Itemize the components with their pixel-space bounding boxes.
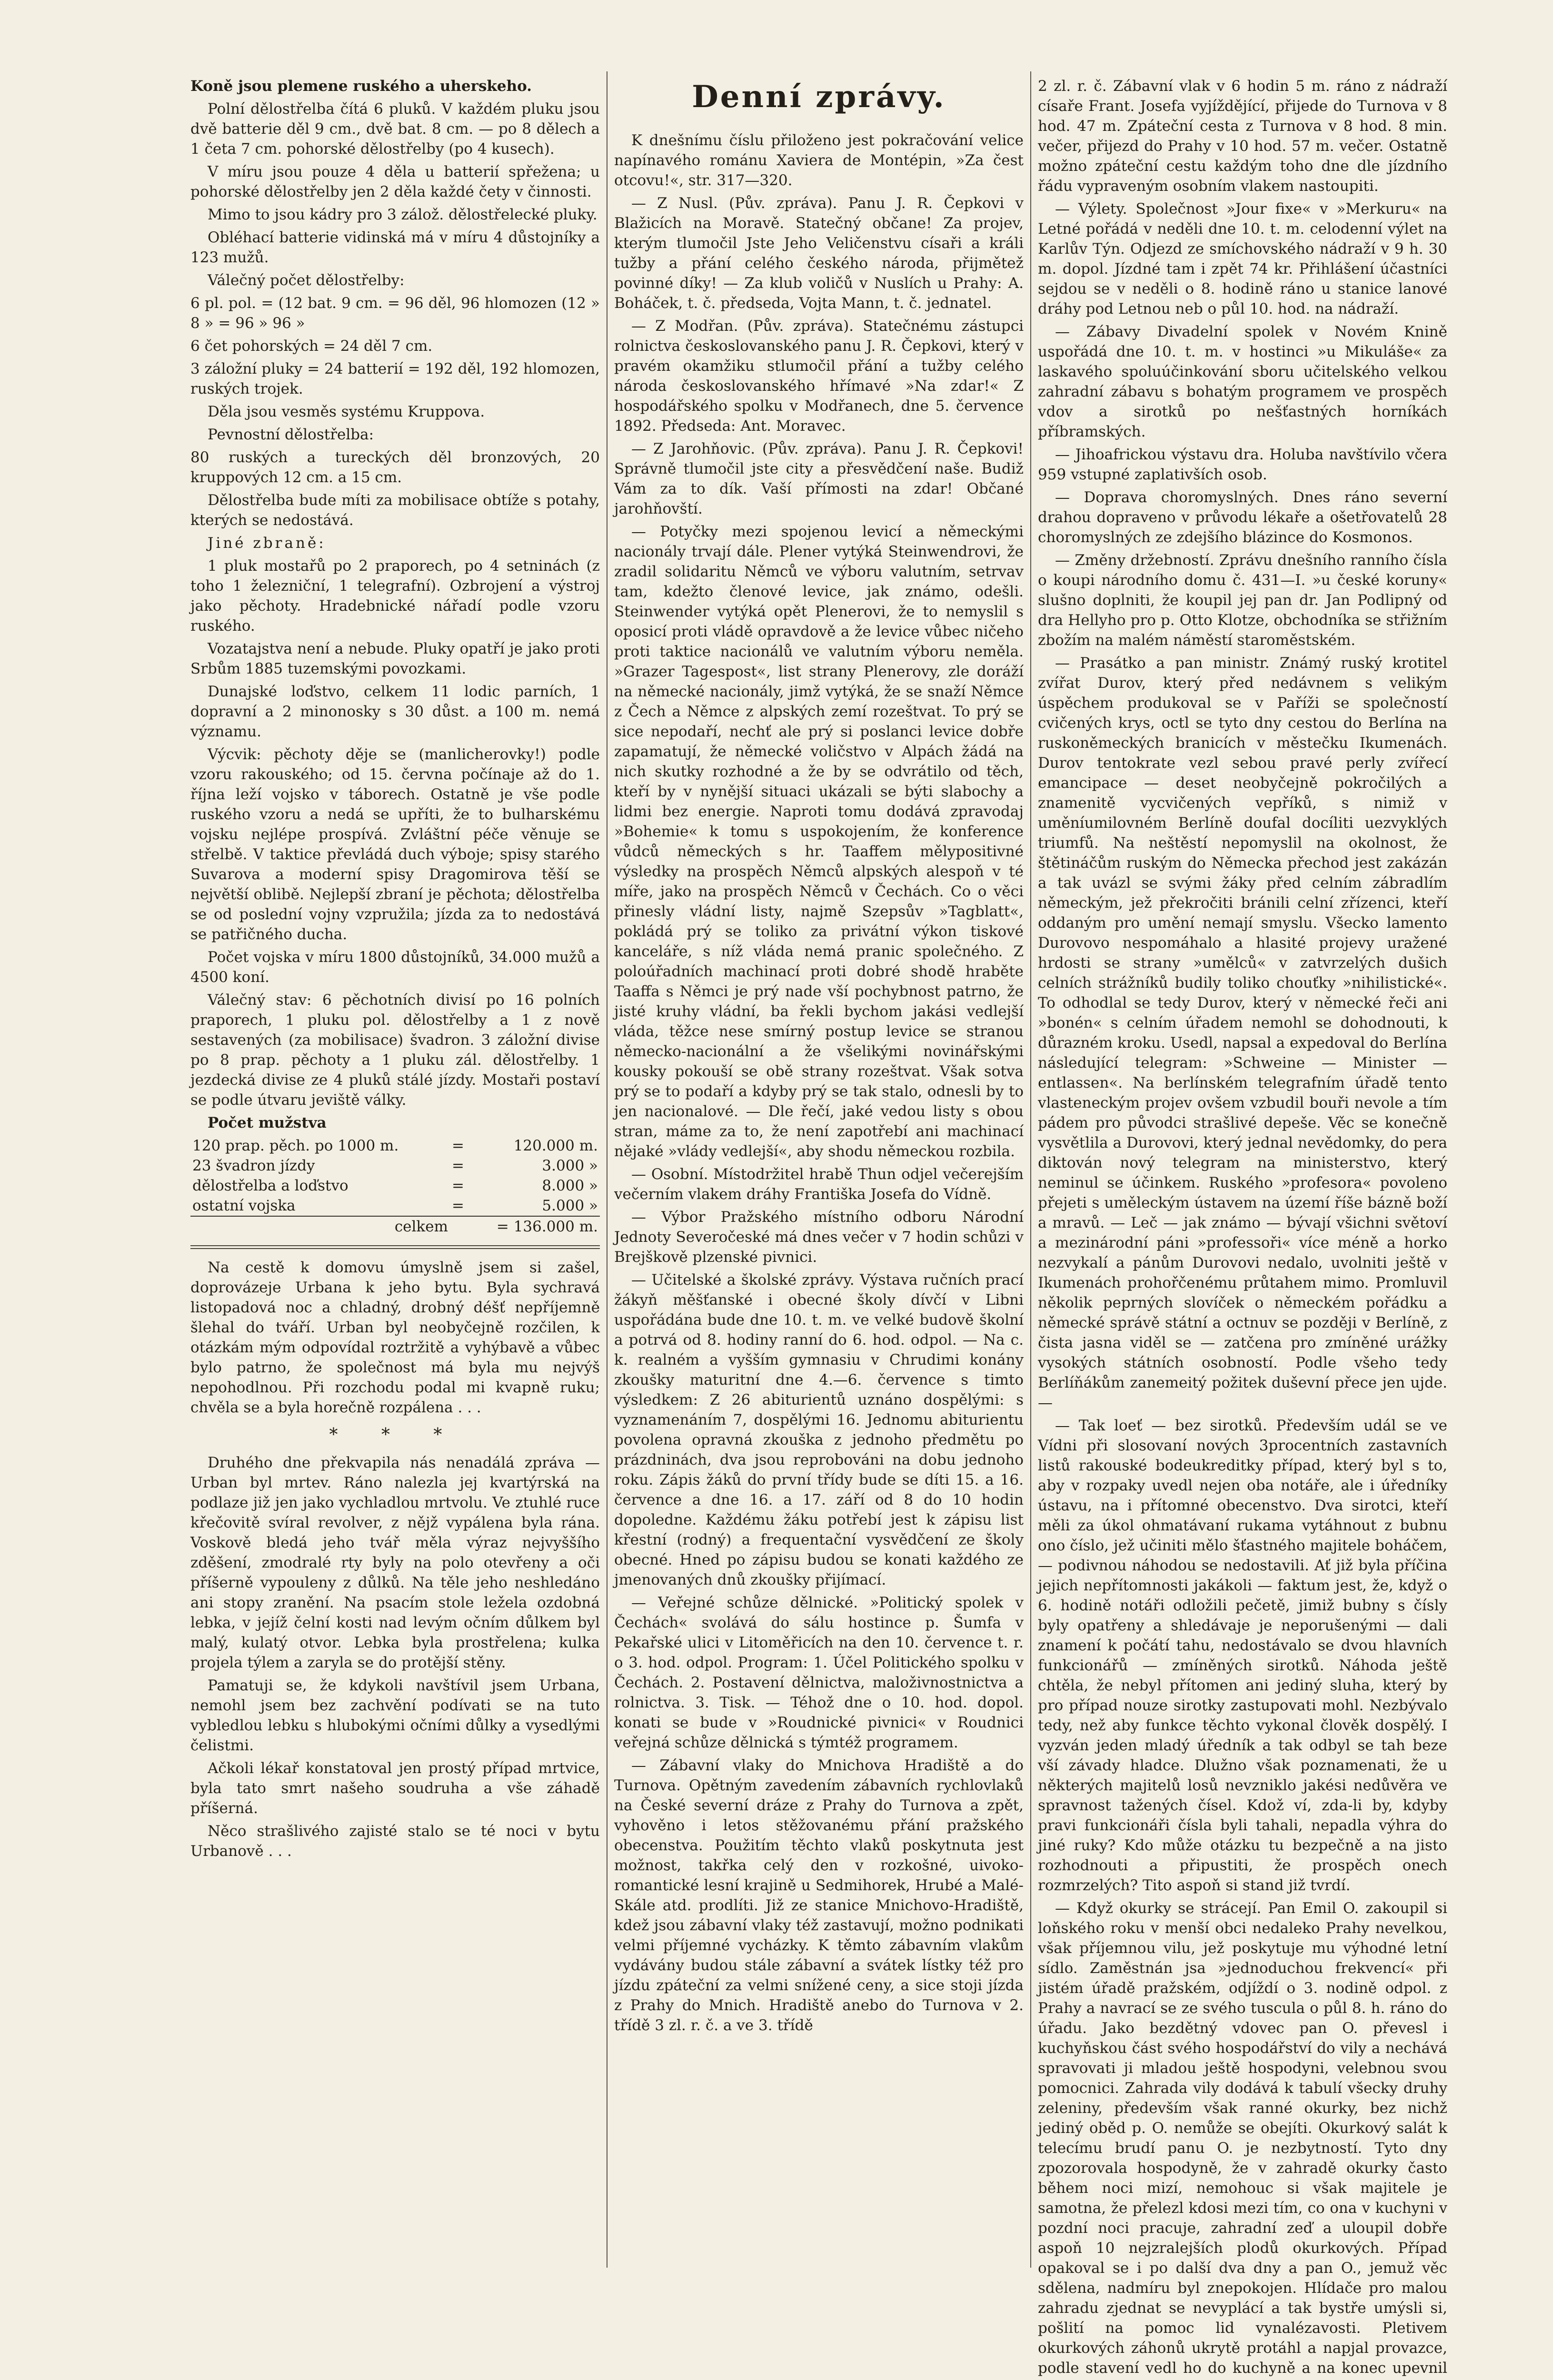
column-rule (1030, 71, 1031, 2268)
paragraph: Děla jsou vesměs systému Kruppova. (208, 403, 485, 420)
paragraph: K dnešnímu číslu přiloženo jest pokračování velice napínavého románu Xaviera de Montépin, »Za čest otcovu!«, str. 317—320. (614, 132, 1024, 189)
table-row (190, 1136, 600, 1156)
table-cell: 23 švadron jízdy (192, 1157, 315, 1174)
paragraph: — Potyčky mezi spojenou levicí a německými nacionály trvají dále. Plener vytýká Steinwendrovi, že zradil solidaritu Němců ve výboru valutním, setrvav tam, kdežto členové levice, jak známo, odešli. Steinwender vytýká opět Plenerovi, že to nemyslil s oposicí proti vládě opravdově a že levice vůbec ničeho proti taktice nacionálů ve valutním výboru neměla. »Grazer Tagespost«, list strany Plenerovy, zle doráží na německé nacionály, jimž vytýká, že se snaží Němce z Čech a Němce z alpských zemí rozeštvat. To prý se sice nepodaří, nechť ale prý si poslanci levice dobře zapamatují, že německé voličstvo v Alpách žádá na nich skutky rozhodné a že by se odvrátilo od těch, kteří by v nynější situaci ukázali se býti slabochy a lidmi bez energie. Naproti tomu dodává zpravodaj »Bohemie« k tomu s uspokojením, že konference vůdců německých s hr. Taaffem mělypositivné výsledky na prospěch Němců alpských alespoň v té míře, jako na prospěch Němců v Čechách. Co o věci přinesly vládní listy, najmě Szepsův »Tagblatt«, pokládá prý se toliko za privátní výkon tiskové kanceláře, s níž vláda nemá pranic společného. Z poloúřadních machinací proti dobré shodě hraběte Taaffa s Němci je prý nade vší pochybnost patrno, že jisté kruhy vládní, ba řekli bychom jakási vedlejší vláda, těžce nese smírný postup levice se stranou německo-nacionální a že všelikými novinářskými kousky pokouší se obě strany rozeštvat. Však sotva prý se to podaří a kdyby prý se tak stalo, odnesli by to jen nacionalové. — Dle řečí, jaké vedou listy s obou stran, máme za to, že není zapotřebí ani machinací nějaké »vlády vedlejší«, aby shodu německou rozbila. (614, 523, 1024, 1160)
section-heading: Denní zprávy. (692, 79, 946, 115)
total-value: = 136.000 m. (470, 1216, 600, 1237)
paragraph: Dunajské loďstvo, celkem 11 lodic parních, 1 dopravní a 2 minonosky s 30 důst. a 100 m. nemá významu. (190, 683, 600, 740)
paragraph: 6 čet pohorských = 24 děl 7 cm. (190, 337, 433, 355)
section-divider (190, 1245, 600, 1249)
paragraph: V míru jsou pouze 4 děla u batterií spřežena; u pohorské dělostřelby jen 2 děla každé čety v činnosti. (190, 163, 600, 200)
table-cell: = (451, 1157, 464, 1174)
section-separator: * * * (329, 1425, 461, 1445)
paragraph: — Doprava choromyslných. Dnes ráno severní drahou dopraveno v průvodu lékaře a ošetřovatelů 28 choromyslných ze zdejšího blázince do Kosmonos. (1038, 489, 1447, 546)
paragraph: Na cestě k domovu úmyslně jsem si zašel, doprovázeje Urbana k jeho bytu. Byla sychravá listopadová noc a chladný, drobný déšť nepříjemně šlehal do tváří. Urban byl neobyčejně rozčilen, k otázkám mým odpovídal roztržitě a vyhýbavě a vůbec bylo patrno, že společnost má byla mu nejvýš nepohodlnou. Při rozchodu podal mi kvapně ruku; chvěla se a byla horečně rozpálena . . . (190, 1259, 600, 1416)
paragraph: 1 pluk mostařů po 2 praporech, po 4 setninách (z toho 1 železniční, 1 telegrafní). Ozbrojení a výstroj jako pěchoty. Hradebnické nářadí podle vzoru ruského. (190, 557, 600, 635)
paragraph: — Zábavní vlaky do Mnichova Hradiště a do Turnova. Opětným zavedením zábavních rychlovlaků na České severní dráze z Prahy do Turnova a zpět, vyhověno i letos stěžovanému přání pražského obecenstva. Použitím těchto vlaků poskytnuta jest možnost, takřka celý den v rozkošné, uivoko-romantické lesní krajině u Sedmihorek, Hrubé a Malé-Skále atd. prodlíti. Již ze stanice Mnichovo-Hradiště, kdež jsou zábavní vlaky též zastavují, možno podnikati velmi příjemné vycházky. K těmto zábavním vlakům vydávány budou stále zábavní a svátek lístky též pro jízdu zpáteční za velmi snížené ceny, a sice stoji jízda z Prahy do Mnich. Hradiště anebo do Turnova v 2. třídě 3 zl. r. č. a ve 3. třídě (614, 1757, 1024, 2034)
table-cell: = (451, 1177, 464, 1194)
paragraph: Obléhací batterie vidinská má v míru 4 důstojníky a 123 mužů. (190, 229, 600, 266)
paragraph: Pevnostní dělostřelba: (208, 426, 374, 443)
paragraph: Polní dělostřelba čítá 6 pluků. V každém pluku jsou dvě batterie děl 9 cm., dvě bat. 8 cm. — po 8 dělech a 1 četa 7 cm. pohorské dělostřelby (po 4 kusech). (190, 100, 600, 158)
table-cell: 120 prap. pěch. po 1000 m. (192, 1137, 399, 1154)
paragraph: Druhého dne překvapila nás nenadálá zpráva — Urban byl mrtev. Ráno nalezla jej kvartýrská na podlaze již jen jako vychladlou mrtvolu. Ve ztuhlé ruce křečovitě svíral revolver, z nějž vypálena byla rána. Voskově bledá jeho tvář měla výraz nejvyššího zděšení, zmodralé rty byly na polo otevřeny a oči příšerně vypouleny z důlků. Na těle jeho neshledáno ani stopy zranění. Na psacím stole ležela ozdobná lebka, v jejíž čelní kosti nad levým očním důlkem byl malý, kulatý otvor. Lebka byla prostřelena; kulka projela týlem a zaryla se do protější stěny. (190, 1454, 600, 1671)
paragraph: Počet vojska v míru 1800 důstojníků, 34.000 mužů a 4500 koní. (190, 949, 600, 986)
paragraph: 6 pl. pol. = (12 bat. 9 cm. = 96 děl, 96 hlomozen (12 » 8 » = 96 » 96 » (190, 295, 600, 332)
total-label: celkem (190, 1216, 450, 1237)
paragraph: Dělostřelba bude míti za mobilisace obtíže s potahy, kterých se nedostává. (190, 492, 600, 529)
table-cell: ostatní vojska (192, 1197, 296, 1214)
troop-count-table (190, 1136, 600, 1237)
paragraph: Pamatuji se, že kdykoli navštívil jsem Urbana, nemohl jsem bez zachvění podívati se na tuto vybledlou lebku s hlubokými očními důlky a vysedlými čelistmi. (190, 1677, 600, 1754)
column-3 (1038, 76, 1447, 2377)
paragraph: — Prasátko a pan ministr. Známý ruský krotitel zvířat Durov, který před nedávnem s velikým úspěchem produkoval se v Paříži se společností cvičených krys, octl se tyto dny cestou do Berlína na ruskoněmeckých branicích v městečku Ikumenách. Durov tentokrate vezl sebou pravé perly zvířecí emancipace — deset neobyčejně pokročilých a znamenitě vycvičených vepříků, s nimiž v uměníumilovném Berlíně doufal docíliti uezvyklých triumfů. Na neštěstí nepomyslil na okolnost, že štětináčům ruským do Německa přechod jest zakázán a tak uvázl se svými žáky před celním zábradlím německým, jež překročiti bránili celní zřízenci, kteří oddaným pro umění nemají smyslu. Všecko lamento Durovovo nespomáhalo a hlasité projevy uražené hrdosti se strany »umělců« v zatvrzelých dušich celních strážníků budily toliko chouťky »nihilistické«. To odhodlal se tedy Durov, který v německé řeči ani »bonén« s celním úřadem nemohl se dohodnouti, k důrazném kroku. Usedl, napsal a expedoval do Berlína následující telegram: »Schweine — Minister — entlassen«. Na berlínském telegrafním úřadě tento vlasteneckým projev ovšem vzbudil bouři nevole a tím pádem pro původci strašlivé depeše. Věc se konečně vysvětlila a Durovovi, který jednal nevědomky, do pera diktován nový telegram na ministerstvo, který neminul se účinkem. Ruského »profesora« povoleno přejeti s uměleckým ústavem na území říše bázně boží a mravů. — Leč — jak známo — bývají všichni světoví a mezinárodní páni »professoři« více méně a horko nezvykalí a pánům Durovovi nedalo, uvolniti ještě v Ikumenách prohořčenému průtahem mimo. Promluvil několik peprných slovíček o německém pořádku a německé správě státní a octnuv se později v Berlíně, z čista jasna viděl se — zatčena pro zmíněné urážky vysokých státních osobností. Podle všeho tedy Berlíňákům zanemeitý požitek duševní přece jen ujde. — (1038, 654, 1447, 1411)
table-cell: 120.000 m. (513, 1137, 598, 1154)
table-row (190, 1196, 600, 1216)
paragraph: Ačkoli lékař konstatoval jen prostý případ mrtvice, byla tato smrt našeho soudruha a vše záhadě příšerná. (190, 1760, 600, 1817)
paragraph: Počet mužstva (208, 1114, 327, 1131)
paragraph: Výcvik: pěchoty děje se (manlicherovky!) podle vzoru rakouského; od 15. června počínaje až do 1. října leží vojsko v táborech. Ostatně je vše podle ruského vzoru a nedá se upříti, že to bulharskému vojsku nejlépe prospívá. Zvláštní péče věnuje se střelbě. V taktice převládá duch výboje; spisy starého Suvarova a moderní spisy Dragomirova těší se největší oblibě. Nejlepší zbraní je pěchota; dělostřelba se od poslední vojny vzpružila; jízda za to nedostává se patřičného ducha. (190, 746, 600, 943)
paragraph: Vozatajstva není a nebude. Pluky opatří je jako proti Srbům 1885 tuzemskými povozkami. (190, 640, 600, 677)
paragraph: — Tak loeť — bez sirotků. Především udál se ve Vídni při slosovaní nových 3procentních zastavních listů rakouské bodeukreditky případ, který byl s to, aby v rozpaky uvedl nejen oba notáře, ale i úředníky ústavu, na i přítomné obecenstvo. Dva sirotci, kteří měli za úkol ohmatávaní rukama vytáhnout z bubnu ono číslo, jež učiniti mělo šťastného majitele boháčem, — podivnou náhodou se nedostavili. Ať již byla příčina jejich nepřítomnosti jakákoli — faktum jest, že, když o 6. hodině notáři odložili pečetě, jimiž bubny s čísly byly opatřeny a shledávaje je neporušenými — dali znamení k počátí tahu, nedostávalo se dvou hlavních funkcionářů — zmíněných sirotků. Náhoda ještě chtěla, že nebyl přítomen ani jediný sluha, který by pro případ nouze sirotky zastupovati mohl. Nezbývalo tedy, než aby funkce těchto vykonal člověk dospělý. I vyzván jeden mladý úředník a tak odbyl se tah beze vší závady hladce. Dlužno však poznamenati, že u některých majitelů losů nevzniklo jakési nedůvěra ve spravnost tažených čísel. Kdož ví, zda-li by, kdyby pravi funkcionáři čísla byli tahali, nepadla výhra do jiné ruky? Kdo může otázku tu bezpečně a na jisto rozhodnouti a připustiti, že prospěch onech rozmrzelých? Tito aspoň si stand již tvrdí. (1038, 1417, 1447, 1894)
paragraph: — Osobní. Místodržitel hrabě Thun odjel večerejším večerním vlakem dráhy Františka Josefa do Vídně. (614, 1166, 1024, 1203)
table-cell: 3.000 » (542, 1157, 598, 1174)
table-cell: dělostřelba a loďstvo (192, 1177, 348, 1194)
paragraph: Mimo to jsou kádry pro 3 zálož. dělostřelecké pluky. (208, 206, 597, 223)
table-row (190, 1216, 600, 1237)
paragraph: — Veřejné schůze dělnické. »Politický spolek v Čechách« svolává do sálu hostince p. Šumfa v Pekařské ulici v Litoměřicích na den 10. července t. r. o 3. hod. odpol. Program: 1. Účel Politického spolku v Čechách. 2. Postavení dělnictva, maloživnostnictva a rolnictva. 3. Tisk. — Téhož dne o 10. hod. dopol. konati se bude v »Roudnické pivnici« v Roudnici veřejná schůze dělnická s týmtéž programem. (614, 1594, 1024, 1751)
paragraph: Koně jsou plemene ruského a uherskeho. (190, 78, 532, 95)
paragraph: — Učitelské a školské zprávy. Výstava ručních prací žákyň měšťanské i obecné školy dívčí v Libni uspořádána bude dne 10. t. m. ve velké budově školní a potrvá od 8. hodiny ranní do 6. hod. odpol. — Na c. k. realném a vyšším gymnasiu v Chrudimi konány zkoušky maturitní dne 4.—6. července s timto výsledkem: Z 26 abiturientů uznáno dospělými: s vyznamenáním 7, dospělými 16. Jednomu abiturientu povolena opravná zkouška z jednoho předmětu po prázdninách, dva jsou reprobováni na dobu jednoho roku. Zápis žáků do první třídy bude se díti 15. a 16. července a dne 16. a 17. září od 8 do 10 hodin dopoledne. Každému žáku potřebí jest k zápisu list křestní (rodný) a frequentační vysvědčení ze školy obecné. Hned po zápisu budou se konati každého ze jmenovaných dnů zkoušky přijímací. (614, 1271, 1024, 1588)
table-row (190, 1176, 600, 1196)
table-cell: = (451, 1137, 464, 1154)
paragraph: — Výbor Pražského místního odboru Národní Jednoty Severočeské má dnes večer v 7 hodin schůzi v Brejškově plzenské pivnici. (614, 1209, 1024, 1266)
paragraph: — Z Jarohňovic. (Pův. zpráva). Panu J. R. Čepkovi! Správně tlumočil jste city a přesvědčení naše. Budiž Vám za to dík. Vaší přímosti na zdar! Občané jarohňovští. (614, 440, 1024, 517)
column-1 (190, 76, 600, 2268)
paragraph: Něco strašlivého zajisté stalo se té noci v bytu Urbanově . . . (190, 1823, 600, 1860)
paragraph: 80 ruských a tureckých děl bronzových, 20 kruppových 12 cm. a 15 cm. (190, 449, 600, 486)
paragraph: Válečný počet dělostřelby: (208, 272, 405, 289)
table-cell: = (451, 1197, 464, 1214)
column-2 (614, 76, 1024, 2268)
paragraph: — Zábavy Divadelní spolek v Novém Knině uspořádá dne 10. t. m. v hostinci »u Mikuláše« za laskavého spoluúčinkování sboru učitelského velkou zahradní zábavu s bohatým programem ve prospěch vdov a sirotků po nešťastných horníkách příbramských. (1038, 323, 1447, 440)
paragraph: Jiné zbraně: (208, 535, 326, 552)
paragraph: — Když okurky se strácejí. Pan Emil O. zakoupil si loňského roku v menší obci nedaleko Prahy nevelkou, však příjemnou vilu, jež poskytuje mu výhodné letní sídlo. Zaměstnán jsa »jednoduchou frekvencí« při jistém úřadě pražském, odjíždí o 3. nodině odpol. z Prahy a navrací se ze svého tuscula o půl 8. h. ráno do úřadu. Jako bezdětný vdovec pan O. převesl i kuchyňskou část svého hospodářství do vily a nechává spravovati ji mladou ještě hospodyni, velebnou svou pomocnici. Zahrada vily dodává k tabulí všecky druhy zeleniny, především však ranné okurky, bez nichž jediný oběd p. O. nemůže se obejíti. Okurkový salát k telecímu brudí panu O. je nezbytností. Tyto dny zpozorovala hospodyně, že v zahradě okurky často během noci mizí, nemohouc si však majitele je samotna, že přelezl kdosi mezi tím, co ona v kuchyni v pozdní noci pracuje, zahradní zeď a uloupil dobře aspoň 10 nejzralejších plodů okurkových. Případ opakoval se i po další dva dny a pan O., jemuž věc sdělena, nadmíru byl znepokojen. Hlídače pro malou zahradu zjednat se nevyplácí a tak bystře umýsli si, pošlití na pomoc lid vynalézavosti. Pletivem okurkových záhonů ukrytě protáhl a napjal provazce, podle stavení vedl ho do kuchyně a na konec upevnil (1038, 1900, 1447, 2377)
table-cell: 8.000 » (542, 1177, 598, 1194)
paragraph: — Z Modřan. (Pův. zpráva). Statečnému zástupci rolnictva českoslovanského panu J. R. Čepkovi, který v pravém okamžiku stlumočil přání a tužby celého národa českoslovanského hřímavé »Na zdar!« Z hospodářského spolku v Modřanech, dne 5. července 1892. Předseda: Ant. Moravec. (614, 317, 1024, 435)
table-row (190, 1156, 600, 1176)
paragraph: — Z Nusl. (Pův. zpráva). Panu J. R. Čepkovi v Blažicích na Moravě. Statečný občane! Za projev, kterým tlumočil Jste Jeho Veličenstvu císaři a králi tužby a přání celého českého národa, přijmětež povinné díky! — Za klub voličů v Nuslích u Prahy: A. Boháček, t. č. předseda, Vojta Mann, t. č. jednatel. (614, 195, 1024, 312)
paragraph: 2 zl. r. č. Zábavní vlak v 6 hodin 5 m. ráno z nádraží císaře Frant. Josefa vyjíždějící, přijede do Turnova v 8 hod. 47 m. Zpáteční cesta z Turnova v 8 hod. 8 min. večer, přijezd do Prahy v 10 hod. 57 m. večer. Ostatně možno zpáteční cestu každým toho dne dle jízdního řádu vypraveným osobním vlakem nastoupiti. (1038, 78, 1447, 195)
paragraph: 3 záložní pluky = 24 batterií = 192 děl, 192 hlomozen, ruských trojek. (190, 360, 600, 397)
table-cell: 5.000 » (542, 1197, 598, 1214)
paragraph: — Výlety. Společnost »Jour fixe« v »Merkuru« na Letné pořádá v neděli dne 10. t. m. celodenní výlet na Karlův Týn. Odjezd ze smíchovského nádraží v 9 h. 30 m. dopol. Jízdné tam i zpět 74 kr. Přihlášení účastníci sejdou se v neděli o 8. hodině ráno u stanice lanové dráhy pod Letnou neb o půl 10. hod. na nádraží. (1038, 200, 1447, 317)
paragraph: — Jihoafrickou výstavu dra. Holuba navštívilo včera 959 vstupné zaplativších osob. (1038, 446, 1447, 483)
paragraph: Válečný stav: 6 pěchotních divisí po 16 polních praporech, 1 pluku pol. dělostřelby a 1 z nově sestavených (za mobilisace) švadron. 3 záložní divise po 8 prap. pěchoty a 1 pluku zál. dělostřelby. 1 jezdecká divise ze 4 pluků stálé jízdy. Mostaři postaví se podle útvaru jeviště války. (190, 992, 600, 1109)
paragraph: — Změny držebností. Zprávu dnešního ranního čísla o koupi národního domu č. 431—I. »u české koruny« slušno doplniti, že koupil jej pan dr. Jan Podlipný od dra Hellyho pro p. Otto Klotze, obchodníka se střižním zbožím na malém náměstí staroměstském. (1038, 552, 1447, 649)
